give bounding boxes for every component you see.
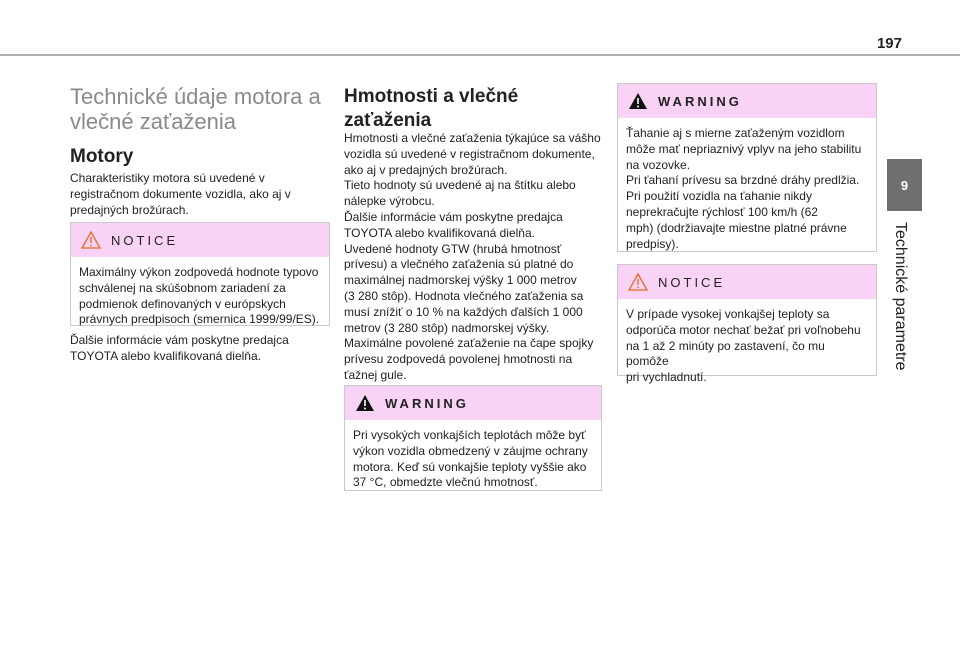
notice-box-temperature (617, 264, 877, 385)
motory-intro: Charakteristiky motora sú uvedené v registračnom dokumente vozidla, ako aj v predajných brožúrach. (70, 171, 291, 217)
notice-box-motory (70, 222, 330, 326)
warning-box-towing (617, 83, 877, 252)
warning-icon (628, 92, 648, 110)
chapter-title: Technické parametre (892, 222, 909, 371)
warning-icon (355, 394, 375, 412)
page-number: 197 (876, 35, 902, 52)
notice-header (71, 223, 329, 257)
motory-after-text: Ďalšie informácie vám poskytne predajca TOYOTA alebo kvalifikovaná dielňa. (70, 333, 289, 363)
header-divider (0, 54, 960, 56)
warning-header (345, 386, 601, 420)
notice-text: V prípade vysokej vonkajšej teploty sa odporúča motor nechať bežať pri voľnobehu na 1 až 2 minúty po zastavení, čo mu pomôže pri vychladnutí. (626, 307, 861, 385)
warning-label: WARNING (658, 93, 742, 109)
warning-label: WARNING (385, 395, 469, 411)
hmotnosti-heading: Hmotnosti a vlečné zaťaženia (344, 86, 519, 131)
chapter-number: 9 (900, 177, 909, 193)
notice-text: Maximálny výkon zodpovedá hodnote typovo schválenej na skúšobnom zariadení za podmienok definovaných v európskych právnych predpisoch (smernica 1999/99/ES). (79, 265, 320, 327)
hmotnosti-text: Hmotnosti a vlečné zaťaženia týkajúce sa vášho vozidla sú uvedené v registračnom dokumente, ako aj v predajných brožúrach. Tieto hodnoty sú uvedené aj na štítku alebo nálepke výrobcu. Ďalšie informácie vám poskytne predajca TOYOTA alebo kvalifikovaná dielňa. Uvedené hodnoty GTW (hrubá hmotnosť prívesu) a vlečného zaťaženia sú platné do maximálnej nadmorskej výšky 1 000 metrov (3 280 stôp). Hodnota vlečného zaťaženia sa musí znížiť o 10 % na každých ďalších 1 000 metrov (3 280 stôp) nadmorskej výšky. Maximálne povolené zaťaženie na čape spojky prívesu zodpovedá povolenej hmotnosti na ťažnej gule. (344, 131, 601, 382)
warning-box-hmotnosti (344, 385, 602, 491)
notice-label: NOTICE (658, 274, 726, 290)
warning-header (618, 84, 876, 118)
chapter-tab[interactable] (887, 159, 922, 211)
motory-heading: Motory (70, 146, 134, 167)
caution-icon (81, 231, 101, 249)
warning-text: Ťahanie aj s mierne zaťaženým vozidlom môže mať nepriaznivý vplyv na jeho stabilitu na vozovke. Pri ťahaní prívesu sa brzdné dráhy predlžia. Pri použití vozidla na ťahanie nikdy neprekračujte rýchlosť 100 km/h (62 mph) (dodržiavajte miestne platné právne predpisy). (626, 126, 862, 251)
warning-text: Pri vysokých vonkajších teplotách môže byť výkon vozidla obmedzený v záujme ochrany motora. Keď sú vonkajšie teploty vyššie ako 37 °C, obmedzte vlečnú hmotnosť. (353, 428, 588, 490)
notice-header (618, 265, 876, 299)
section-title: Technické údaje motora a vlečné zaťaženia (70, 84, 321, 134)
caution-icon (628, 273, 648, 291)
notice-label: NOTICE (111, 232, 179, 248)
